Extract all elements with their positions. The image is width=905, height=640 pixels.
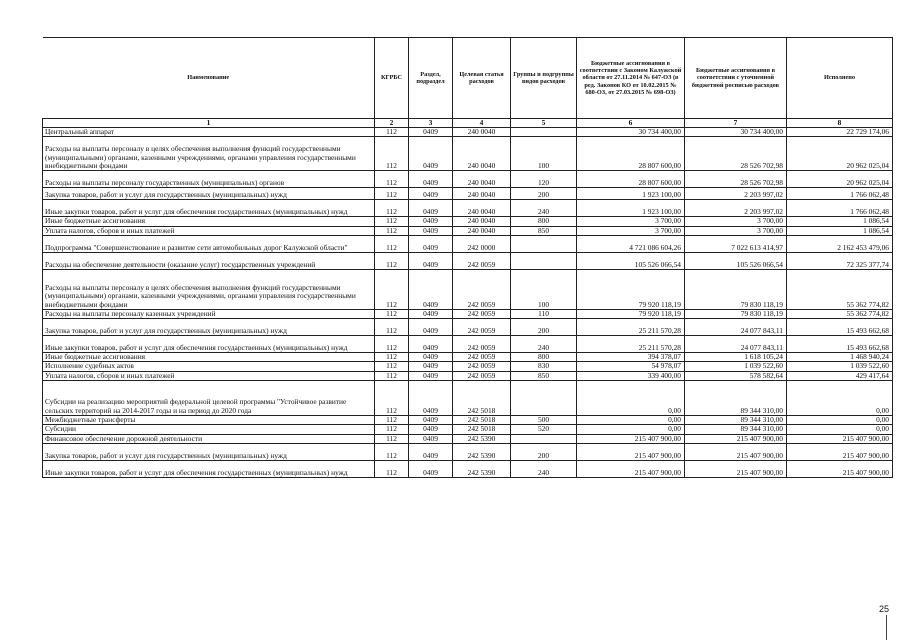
row-law-amount: 3 700,00	[577, 217, 685, 226]
row-section: 0409	[409, 235, 453, 252]
row-section: 0409	[409, 200, 453, 217]
row-executed-amount: 215 407 900,00	[787, 460, 893, 477]
row-target-article: 242 0059	[453, 309, 511, 318]
row-target-article: 242 5390	[453, 434, 511, 443]
row-name: Иные закупки товаров, работ и услуг для обеспечения государственных (муниципальных) нужд	[43, 200, 375, 217]
row-expense-group: 800	[511, 353, 577, 362]
row-name: Исполнение судебных актов	[43, 362, 375, 371]
row-target-article: 240 0040	[453, 128, 511, 137]
row-kgrbs: 112	[375, 128, 409, 137]
row-executed-amount: 1 766 062,48	[787, 188, 893, 200]
row-target-article: 242 0059	[453, 362, 511, 371]
row-expense-group	[511, 235, 577, 252]
table-row	[43, 226, 893, 235]
row-plan-amount: 2 203 997,02	[685, 200, 787, 217]
row-plan-amount: 89 344 310,00	[685, 425, 787, 434]
column-number: 5	[511, 119, 577, 128]
row-law-amount: 28 807 600,00	[577, 137, 685, 171]
row-expense-group: 240	[511, 200, 577, 217]
row-name: Закупка товаров, работ и услуг для государственных (муниципальных) нужд	[43, 443, 375, 460]
row-executed-amount: 20 962 025,04	[787, 137, 893, 171]
header-row	[43, 38, 893, 119]
table-row	[43, 381, 893, 416]
row-name: Субсидии на реализацию мероприятий федеральной целевой программы "Устойчивое развитие сельских территорий на 2014-2017 годы и на период до 2020 года	[43, 381, 375, 416]
row-expense-group: 200	[511, 319, 577, 336]
row-executed-amount: 1 766 062,48	[787, 200, 893, 217]
row-plan-amount: 30 734 400,00	[685, 128, 787, 137]
row-kgrbs: 112	[375, 460, 409, 477]
row-section: 0409	[409, 226, 453, 235]
row-name: Расходы на выплаты персоналу в целях обеспечения выполнения функций государственными (муниципальными) органами, казенными учреждениями, органами управления государственными внебюджетными фондами	[43, 269, 375, 309]
row-expense-group: 200	[511, 188, 577, 200]
row-law-amount: 215 407 900,00	[577, 443, 685, 460]
row-target-article: 242 0059	[453, 371, 511, 380]
row-section: 0409	[409, 381, 453, 416]
row-plan-amount: 28 526 702,98	[685, 137, 787, 171]
row-kgrbs: 112	[375, 235, 409, 252]
row-law-amount: 54 978,07	[577, 362, 685, 371]
row-name: Иные бюджетные ассигнования	[43, 353, 375, 362]
row-law-amount: 30 734 400,00	[577, 128, 685, 137]
row-kgrbs: 112	[375, 336, 409, 353]
header-expense-groups: Группы и подгруппы видов расходов	[511, 38, 577, 119]
row-law-amount: 79 920 118,19	[577, 309, 685, 318]
row-law-amount: 0,00	[577, 425, 685, 434]
row-law-amount: 4 721 086 604,26	[577, 235, 685, 252]
table-row	[43, 309, 893, 318]
row-plan-amount: 2 203 997,02	[685, 188, 787, 200]
table-row	[43, 200, 893, 217]
row-executed-amount: 20 962 025,04	[787, 171, 893, 188]
row-kgrbs: 112	[375, 425, 409, 434]
row-expense-group: 850	[511, 371, 577, 380]
row-expense-group: 520	[511, 425, 577, 434]
row-law-amount: 1 923 100,00	[577, 188, 685, 200]
row-section: 0409	[409, 353, 453, 362]
row-section: 0409	[409, 137, 453, 171]
table-row	[43, 371, 893, 380]
row-target-article: 242 5390	[453, 443, 511, 460]
row-kgrbs: 112	[375, 362, 409, 371]
header-law-allocations: Бюджетные ассигнования в соответствии с Законом Калужской области от 27.11.2014 № 647-ОЗ (в ред. Законов КО от 10.02.2015 № 680-ОЗ, от 27.03.2015 № 698-ОЗ)	[577, 38, 685, 119]
row-plan-amount: 79 830 118,19	[685, 269, 787, 309]
row-law-amount: 394 378,07	[577, 353, 685, 362]
row-target-article: 242 0059	[453, 319, 511, 336]
table-row	[43, 235, 893, 252]
row-section: 0409	[409, 460, 453, 477]
table-row	[43, 188, 893, 200]
row-expense-group: 100	[511, 137, 577, 171]
row-section: 0409	[409, 171, 453, 188]
row-section: 0409	[409, 309, 453, 318]
row-executed-amount: 0,00	[787, 425, 893, 434]
column-number-row	[43, 119, 893, 128]
column-number: 1	[43, 119, 375, 128]
row-expense-group	[511, 434, 577, 443]
row-kgrbs: 112	[375, 226, 409, 235]
row-kgrbs: 112	[375, 443, 409, 460]
row-law-amount: 105 526 066,54	[577, 252, 685, 269]
row-target-article: 242 0059	[453, 353, 511, 362]
row-name: Расходы на выплаты персоналу казенных учреждений	[43, 309, 375, 318]
row-plan-amount: 89 344 310,00	[685, 381, 787, 416]
column-number: 2	[375, 119, 409, 128]
row-law-amount: 215 407 900,00	[577, 460, 685, 477]
row-name: Иные закупки товаров, работ и услуг для обеспечения государственных (муниципальных) нужд	[43, 336, 375, 353]
row-target-article: 242 0059	[453, 336, 511, 353]
row-kgrbs: 112	[375, 137, 409, 171]
row-kgrbs: 112	[375, 353, 409, 362]
row-law-amount: 79 920 118,19	[577, 269, 685, 309]
row-law-amount: 25 211 570,28	[577, 336, 685, 353]
row-target-article: 240 0040	[453, 200, 511, 217]
row-name: Закупка товаров, работ и услуг для государственных (муниципальных) нужд	[43, 319, 375, 336]
row-name: Центральный аппарат	[43, 128, 375, 137]
row-executed-amount: 0,00	[787, 381, 893, 416]
row-section: 0409	[409, 128, 453, 137]
row-kgrbs: 112	[375, 217, 409, 226]
row-section: 0409	[409, 217, 453, 226]
table-row	[43, 252, 893, 269]
row-plan-amount: 24 077 843,11	[685, 336, 787, 353]
header-refined-allocations: Бюджетные ассигнования в соответствии с уточненной бюджетной росписью расходов	[685, 38, 787, 119]
row-target-article: 240 0040	[453, 188, 511, 200]
row-law-amount: 3 700,00	[577, 226, 685, 235]
row-executed-amount: 55 362 774,82	[787, 269, 893, 309]
row-name: Подпрограмма "Совершенствование и развитие сети автомобильных дорог Калужской области"	[43, 235, 375, 252]
row-expense-group: 110	[511, 309, 577, 318]
row-executed-amount: 429 417,64	[787, 371, 893, 380]
row-plan-amount: 79 830 118,19	[685, 309, 787, 318]
row-section: 0409	[409, 188, 453, 200]
header-section: Раздел, подраздел	[409, 38, 453, 119]
table-row	[43, 416, 893, 425]
row-plan-amount: 215 407 900,00	[685, 460, 787, 477]
row-kgrbs: 112	[375, 309, 409, 318]
row-executed-amount: 0,00	[787, 416, 893, 425]
header-kgrbs: КГРБС	[375, 38, 409, 119]
table-row	[43, 217, 893, 226]
row-executed-amount: 1 468 940,24	[787, 353, 893, 362]
table-row	[43, 460, 893, 477]
row-section: 0409	[409, 371, 453, 380]
row-target-article: 242 5390	[453, 460, 511, 477]
row-name: Закупка товаров, работ и услуг для государственных (муниципальных) нужд	[43, 188, 375, 200]
row-target-article: 242 0000	[453, 235, 511, 252]
column-number: 6	[577, 119, 685, 128]
row-executed-amount: 55 362 774,82	[787, 309, 893, 318]
header-target-article: Целевая статья расходов	[453, 38, 511, 119]
row-section: 0409	[409, 362, 453, 371]
row-target-article: 240 0040	[453, 226, 511, 235]
row-name: Финансовое обеспечение дорожной деятельности	[43, 434, 375, 443]
table-row	[43, 128, 893, 137]
row-target-article: 242 5018	[453, 381, 511, 416]
table-row	[43, 362, 893, 371]
column-number: 7	[685, 119, 787, 128]
table-row	[43, 137, 893, 171]
row-name: Расходы на выплаты персоналу государственных (муниципальных) органов	[43, 171, 375, 188]
margin-line	[886, 615, 887, 640]
row-kgrbs: 112	[375, 269, 409, 309]
row-kgrbs: 112	[375, 188, 409, 200]
table-row	[43, 353, 893, 362]
row-plan-amount: 1 618 105,24	[685, 353, 787, 362]
row-expense-group: 240	[511, 460, 577, 477]
row-section: 0409	[409, 416, 453, 425]
row-expense-group: 500	[511, 416, 577, 425]
table-row	[43, 443, 893, 460]
row-section: 0409	[409, 252, 453, 269]
row-name: Иные бюджетные ассигнования	[43, 217, 375, 226]
table-row	[43, 171, 893, 188]
row-kgrbs: 112	[375, 200, 409, 217]
row-target-article: 242 5018	[453, 416, 511, 425]
row-plan-amount: 1 039 522,60	[685, 362, 787, 371]
row-target-article: 242 0059	[453, 269, 511, 309]
row-executed-amount: 22 729 174,06	[787, 128, 893, 137]
row-expense-group: 120	[511, 171, 577, 188]
row-plan-amount: 105 526 066,54	[685, 252, 787, 269]
row-executed-amount: 1 039 522,60	[787, 362, 893, 371]
row-name: Расходы на обеспечение деятельности (оказание услуг) государственных учреждений	[43, 252, 375, 269]
table-row	[43, 425, 893, 434]
row-expense-group: 830	[511, 362, 577, 371]
row-law-amount: 0,00	[577, 416, 685, 425]
row-plan-amount: 89 344 310,00	[685, 416, 787, 425]
row-name: Уплата налогов, сборов и иных платежей	[43, 371, 375, 380]
row-kgrbs: 112	[375, 434, 409, 443]
row-plan-amount: 28 526 702,98	[685, 171, 787, 188]
row-expense-group: 850	[511, 226, 577, 235]
row-expense-group: 800	[511, 217, 577, 226]
row-executed-amount: 15 493 662,68	[787, 319, 893, 336]
row-target-article: 240 0040	[453, 217, 511, 226]
row-executed-amount: 215 407 900,00	[787, 434, 893, 443]
row-target-article: 240 0040	[453, 137, 511, 171]
page-number: 25	[879, 604, 890, 614]
table-row	[43, 434, 893, 443]
row-executed-amount: 72 325 377,74	[787, 252, 893, 269]
row-plan-amount: 3 700,00	[685, 217, 787, 226]
row-kgrbs: 112	[375, 416, 409, 425]
row-law-amount: 0,00	[577, 381, 685, 416]
row-kgrbs: 112	[375, 371, 409, 380]
row-target-article: 242 0059	[453, 252, 511, 269]
row-kgrbs: 112	[375, 319, 409, 336]
row-expense-group: 240	[511, 336, 577, 353]
row-expense-group	[511, 128, 577, 137]
row-expense-group	[511, 381, 577, 416]
row-executed-amount: 1 086,54	[787, 217, 893, 226]
row-plan-amount: 24 077 843,11	[685, 319, 787, 336]
row-name: Межбюджетные трансферты	[43, 416, 375, 425]
row-section: 0409	[409, 319, 453, 336]
row-law-amount: 28 807 600,00	[577, 171, 685, 188]
row-plan-amount: 215 407 900,00	[685, 443, 787, 460]
row-plan-amount: 7 022 613 414,97	[685, 235, 787, 252]
row-section: 0409	[409, 336, 453, 353]
row-plan-amount: 3 700,00	[685, 226, 787, 235]
row-expense-group: 200	[511, 443, 577, 460]
row-plan-amount: 215 407 900,00	[685, 434, 787, 443]
row-executed-amount: 1 086,54	[787, 226, 893, 235]
table-row	[43, 336, 893, 353]
row-kgrbs: 112	[375, 252, 409, 269]
row-kgrbs: 112	[375, 171, 409, 188]
row-name: Иные закупки товаров, работ и услуг для обеспечения государственных (муниципальных) нужд	[43, 460, 375, 477]
row-name: Субсидии	[43, 425, 375, 434]
header-name: Наименование	[43, 38, 375, 119]
row-law-amount: 25 211 570,28	[577, 319, 685, 336]
row-law-amount: 1 923 100,00	[577, 200, 685, 217]
budget-table	[42, 37, 893, 478]
header-executed: Исполнено	[787, 38, 893, 119]
row-name: Уплата налогов, сборов и иных платежей	[43, 226, 375, 235]
column-number: 3	[409, 119, 453, 128]
row-executed-amount: 15 493 662,68	[787, 336, 893, 353]
row-target-article: 242 5018	[453, 425, 511, 434]
row-target-article: 240 0040	[453, 171, 511, 188]
row-section: 0409	[409, 269, 453, 309]
table-body	[43, 128, 893, 478]
column-number: 8	[787, 119, 893, 128]
row-plan-amount: 578 582,64	[685, 371, 787, 380]
row-kgrbs: 112	[375, 381, 409, 416]
row-section: 0409	[409, 425, 453, 434]
row-law-amount: 339 400,00	[577, 371, 685, 380]
table-row	[43, 319, 893, 336]
row-section: 0409	[409, 434, 453, 443]
row-section: 0409	[409, 443, 453, 460]
table-row	[43, 269, 893, 309]
row-expense-group	[511, 252, 577, 269]
row-executed-amount: 215 407 900,00	[787, 443, 893, 460]
row-executed-amount: 2 162 453 479,06	[787, 235, 893, 252]
column-number: 4	[453, 119, 511, 128]
row-name: Расходы на выплаты персоналу в целях обеспечения выполнения функций государственными (муниципальными) органами, казенными учреждениями, органами управления государственными внебюджетными фондами	[43, 137, 375, 171]
row-expense-group: 100	[511, 269, 577, 309]
row-law-amount: 215 407 900,00	[577, 434, 685, 443]
